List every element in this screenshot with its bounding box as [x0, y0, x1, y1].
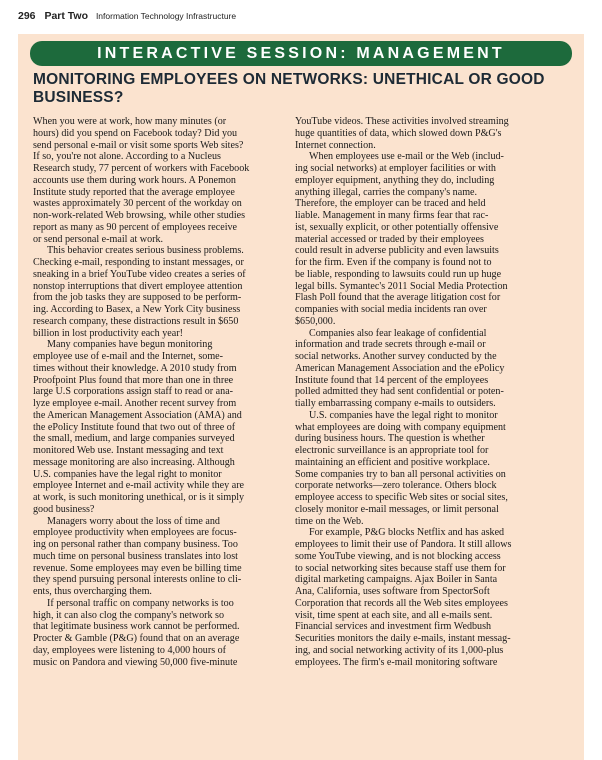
text-line: When you were at work, how many minutes (or [33, 116, 227, 127]
text-line: monitored Web use. Instant messaging and text [33, 445, 224, 456]
text-line: ing on personal rather than company business. Too [33, 539, 238, 550]
text-line: music on Pandora and viewing 50,000 five-minute [33, 656, 238, 668]
text-line: or send personal e-mail at work. [33, 233, 164, 245]
text-line: what employees are doing with company equipment [295, 421, 506, 433]
text-line: ist, sexually explicit, or other potentially offensive [295, 221, 499, 233]
text-line: ing, and social networking activity of its 1,000-plus [295, 644, 504, 656]
text-line: could result in adverse publicity and even lawsuits [295, 245, 499, 257]
text-line: the ePolicy Institute found that two out of three of [33, 421, 236, 433]
part-label: Part Two [44, 10, 89, 22]
title-line: MONITORING EMPLOYEES ON NETWORKS: UNETHICAL OR GOOD [33, 71, 545, 88]
text-line: Institute found that 14 percent of the employees [295, 374, 489, 386]
text-line: employees to limit their use of Pandora. It still allows [295, 539, 512, 550]
text-line: Companies also fear leakage of confidential [309, 327, 487, 339]
text-line: some YouTube viewing, and is not blocking access [295, 550, 501, 562]
text-line: Financial services and investment firm Wedbush [295, 621, 492, 633]
text-line: YouTube videos. These activities involved streaming [295, 116, 509, 127]
text-line: sneaking in a brief YouTube video creates a series of [33, 268, 246, 280]
text-line: that legitimate business work cannot be performed. [33, 621, 240, 633]
part-subtitle: Information Technology Infrastructure [95, 11, 237, 21]
text-line: they spend pursuing personal interests online to cli- [33, 574, 242, 586]
text-line: good business? [33, 503, 95, 515]
title-line: BUSINESS? [33, 89, 124, 106]
text-line: research company, these distractions result in $650 [33, 315, 239, 327]
text-line: non-work-related Web browsing, while other studies [33, 210, 246, 221]
text-line: accounts use them during work hours. A Ponemon [33, 174, 236, 186]
text-line: nonstop interruptions that divert employee attention [33, 280, 243, 292]
text-line: corporate networks—zero tolerance. Others block [295, 480, 497, 492]
text-line: companies with social media incidents ran over [295, 304, 487, 315]
text-line: ents, thus overcharging them. [33, 586, 152, 597]
text-line: from the job tasks they are supposed to be perform- [33, 292, 242, 304]
text-line: Checking e-mail, responding to instant messages, or [33, 257, 244, 268]
text-line: employee access to specific Web sites or social sites, [295, 492, 508, 503]
text-line: American Management Association and the ePolicy [295, 362, 505, 374]
text-line: the small, medium, and large companies surveyed [33, 433, 235, 445]
text-line: legal bills. Symantec's 2011 Social Media Protection [295, 280, 508, 292]
text-line: closely monitor e-mail messages, or limit personal [295, 503, 499, 515]
text-line: material accessed or traded by their employees [295, 233, 484, 245]
text-line: hours) did you spend on Facebook today? Did you [33, 127, 238, 139]
text-line: times without their knowledge. A 2010 study from [33, 362, 237, 374]
text-line: Managers worry about the loss of time and [47, 515, 220, 527]
text-line: Proofpoint Plus found that more than one in three [33, 374, 234, 386]
text-line: U.S. companies have the legal right to monitor [309, 409, 498, 421]
text-line: employee productivity when employees are focus- [33, 527, 237, 539]
text-line: Ana, California, uses software from SpectorSoft [295, 586, 490, 597]
text-line: Procter & Gamble (P&G) found that on an average [33, 633, 240, 644]
text-line: be liable, responding to lawsuits could run up huge [295, 268, 502, 280]
text-line: send personal e-mail or visit some sports Web sites? [33, 139, 244, 151]
text-line: $650,000. [295, 315, 336, 327]
text-line: huge quantities of data, which slowed down P&G's [295, 127, 502, 139]
text-line: much time on personal business translates into lost [33, 550, 238, 562]
text-line: anything illegal, carries the company's name. [295, 186, 478, 198]
text-line: during business hours. The question is whether [295, 433, 485, 445]
text-line: If personal traffic on company networks is too [47, 597, 234, 609]
text-line: day, employees were listening to 4,000 hours of [33, 644, 227, 656]
text-line: Research study, 77 percent of workers with Facebook [33, 163, 250, 174]
text-line: This behavior creates serious business problems. [47, 245, 244, 257]
text-line: If so, you're not alone. According to a Nucleus [33, 151, 221, 163]
text-line: liable. Management in many firms fear that rac- [295, 210, 489, 221]
text-line: Many companies have begun monitoring [47, 339, 213, 351]
right-column [295, 116, 567, 668]
text-line: the American Management Association (AMA) and [33, 409, 242, 421]
text-line: information and trade secrets through e-mail or [295, 339, 486, 351]
text-line: lyze employee e-mail. Another recent survey from [33, 398, 237, 409]
text-line: revenue. Some employees may even be billing time [33, 562, 242, 574]
text-line: social networks. Another survey conducted by the [295, 351, 497, 362]
text-line: report as many as 90 percent of employees receive [33, 221, 238, 233]
text-line: Corporation that records all the Web sites employees [295, 597, 508, 609]
text-line: digital marketing campaigns. Ajax Boiler in Santa [295, 574, 498, 586]
text-line: Securities monitors the daily e-mails, instant messag- [295, 633, 511, 644]
text-line: Therefore, the employer can be traced and held [295, 198, 486, 210]
text-line: employee Internet and e-mail activity while they are [33, 480, 245, 492]
article-title [33, 71, 573, 107]
text-line: employee use of e-mail and the Internet, some- [33, 351, 224, 362]
session-banner: INTERACTIVE SESSION: MANAGEMENT [30, 41, 572, 66]
text-line: When employees use e-mail or the Web (includ- [309, 151, 504, 163]
text-line: polled admitted they had sent confidential or poten- [295, 386, 504, 398]
text-line: Internet connection. [295, 139, 376, 151]
text-line: time on the Web. [295, 515, 364, 527]
text-line: visit, time spent at each site, and all e-mails sent. [295, 609, 493, 621]
text-line: large U.S corporations assign staff to read or ana- [33, 386, 234, 398]
text-line: electronic surveillance is an appropriate tool for [295, 445, 489, 456]
text-line: billion in lost productivity each year! [33, 327, 183, 339]
text-line: wastes approximately 30 percent of the workday on [33, 198, 242, 210]
text-line: maintaining an efficient and positive workplace. [295, 456, 490, 468]
text-line: for the firm. Even if the company is found not to [295, 257, 492, 268]
text-line: to social networking sites because staff use them for [295, 562, 506, 574]
text-line: ing social networks) at employer facilities or with [295, 163, 496, 174]
text-line: U.S. companies have the legal right to monitor [33, 468, 222, 480]
running-header [18, 10, 236, 22]
text-line: Flash Poll found that the average litigation cost for [295, 292, 501, 304]
text-line: high, it can also clog the company's network so [33, 609, 225, 621]
text-line: Some companies try to ban all personal activities on [295, 468, 506, 480]
left-column [33, 116, 303, 668]
page-number: 296 [18, 10, 36, 22]
text-line: employees. The firm's e-mail monitoring software [295, 656, 498, 668]
text-line: at work, is such monitoring unethical, or is it simply [33, 492, 245, 503]
text-line: employer equipment, anything they do, including [295, 174, 495, 186]
text-line: For example, P&G blocks Netflix and has asked [309, 527, 505, 539]
text-line: ing. According to Basex, a New York City business [33, 304, 241, 315]
text-line: tially embarrassing company e-mails to outsiders. [295, 398, 496, 409]
text-line: Institute study reported that the average employee [33, 186, 235, 198]
text-line: message monitoring are also increasing. Although [33, 456, 235, 468]
